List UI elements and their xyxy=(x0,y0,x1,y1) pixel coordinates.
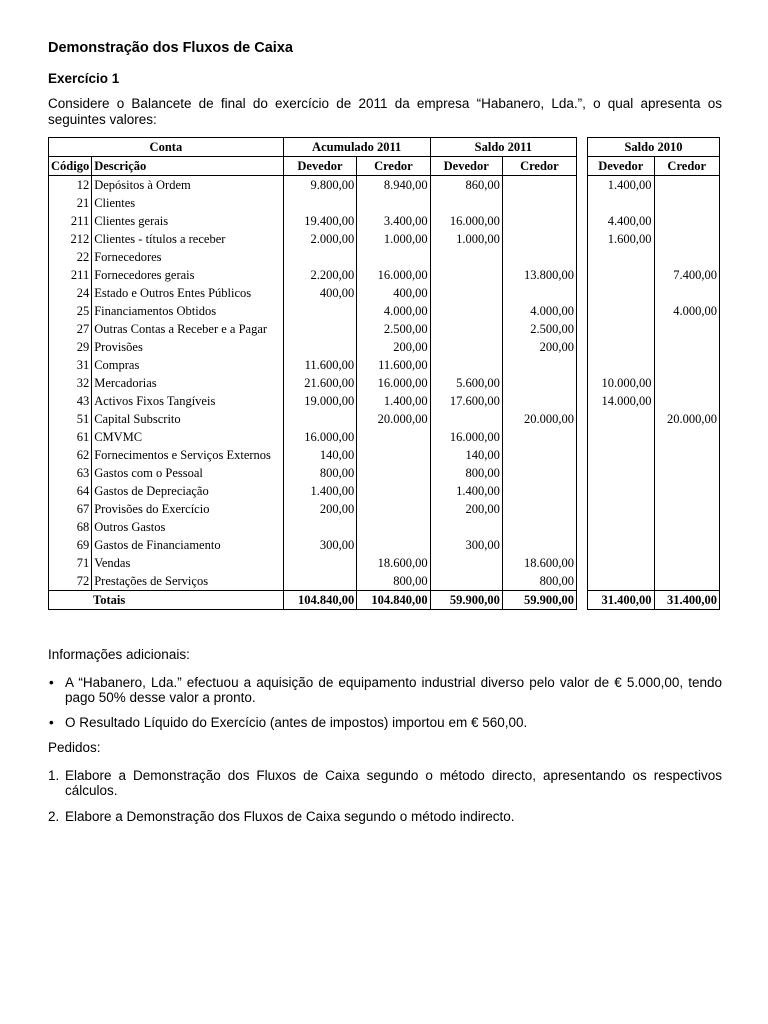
cell-codigo: 29 xyxy=(49,338,92,356)
header-saldo-2011: Saldo 2011 xyxy=(430,138,576,157)
cell-saldo-devedor: 16.000,00 xyxy=(430,212,502,230)
table-row xyxy=(49,482,577,500)
cell-descricao: Depósitos à Ordem xyxy=(92,176,284,195)
cell-prev-credor xyxy=(654,356,720,374)
cell-prev-credor xyxy=(654,428,720,446)
cell-acum-credor: 11.600,00 xyxy=(357,356,430,374)
table-row xyxy=(49,212,577,230)
cell-descricao: Clientes xyxy=(92,194,284,212)
cell-prev-devedor xyxy=(588,338,655,356)
cell-descricao: Financiamentos Obtidos xyxy=(92,302,284,320)
cell-saldo-devedor xyxy=(430,338,502,356)
cell-saldo-devedor: 1.000,00 xyxy=(430,230,502,248)
table-row xyxy=(49,500,577,518)
cell-prev-devedor xyxy=(588,284,655,302)
cell-codigo: 72 xyxy=(49,572,92,591)
cell-acum-credor: 20.000,00 xyxy=(357,410,430,428)
cell-acum-credor xyxy=(357,194,430,212)
table-row xyxy=(588,230,720,248)
cell-descricao: Prestações de Serviços xyxy=(92,572,284,591)
cell-acum-devedor: 2.200,00 xyxy=(283,266,356,284)
table-row xyxy=(49,536,577,554)
cell-prev-credor xyxy=(654,374,720,392)
totals-row xyxy=(49,591,577,610)
request-item xyxy=(48,768,722,798)
cell-codigo: 68 xyxy=(49,518,92,536)
cell-descricao: Gastos de Financiamento xyxy=(92,536,284,554)
cell-acum-credor: 8.940,00 xyxy=(357,176,430,195)
cell-acum-devedor xyxy=(283,194,356,212)
cell-codigo: 69 xyxy=(49,536,92,554)
cell-prev-devedor xyxy=(588,320,655,338)
intro-paragraph: Considere o Balancete de final do exercício de 2011 da empresa “Habanero, Lda.”, o qual apresenta os seguintes valores: xyxy=(48,96,722,127)
cell-descricao: Fornecedores xyxy=(92,248,284,266)
cell-prev-credor xyxy=(654,320,720,338)
cell-prev-credor xyxy=(654,392,720,410)
table-row xyxy=(49,230,577,248)
table-row xyxy=(49,572,577,591)
cell-codigo: 25 xyxy=(49,302,92,320)
cell-acum-devedor xyxy=(283,410,356,428)
cell-codigo: 12 xyxy=(49,176,92,195)
cell-prev-devedor: 1.600,00 xyxy=(588,230,655,248)
cell-prev-devedor xyxy=(588,410,655,428)
header-saldo-2010: Saldo 2010 xyxy=(588,138,720,157)
cell-prev-devedor xyxy=(588,572,655,591)
cell-codigo: 211 xyxy=(49,266,92,284)
cell-acum-credor: 16.000,00 xyxy=(357,374,430,392)
cell-acum-devedor: 300,00 xyxy=(283,536,356,554)
info-item: • O Resultado Líquido do Exercício (antes de impostos) importou em € 560,00. xyxy=(48,715,722,730)
table-row xyxy=(49,338,577,356)
total-acum-credor: 104.840,00 xyxy=(357,591,430,610)
table-row xyxy=(588,248,720,266)
cell-acum-credor xyxy=(357,518,430,536)
cell-codigo: 22 xyxy=(49,248,92,266)
cell-prev-credor xyxy=(654,230,720,248)
trial-balance xyxy=(48,137,722,631)
col-saldo-devedor: Devedor xyxy=(430,157,502,176)
cell-acum-credor xyxy=(357,536,430,554)
table-row xyxy=(49,266,577,284)
cell-prev-devedor xyxy=(588,464,655,482)
cell-saldo-credor xyxy=(502,428,576,446)
cell-acum-devedor xyxy=(283,302,356,320)
cell-acum-devedor: 140,00 xyxy=(283,446,356,464)
cell-prev-credor xyxy=(654,446,720,464)
request-text: Elabore a Demonstração dos Fluxos de Caixa segundo o método directo, apresentando os respectivos cálculos. xyxy=(65,768,722,798)
cell-saldo-devedor xyxy=(430,194,502,212)
cell-acum-devedor xyxy=(283,554,356,572)
cell-prev-devedor xyxy=(588,266,655,284)
cell-prev-credor: 4.000,00 xyxy=(673,304,717,318)
cell-saldo-credor: 4.000,00 xyxy=(530,304,574,318)
cell-descricao: Compras xyxy=(92,356,284,374)
table-row xyxy=(588,212,720,230)
cell-acum-devedor: 19.400,00 xyxy=(283,212,356,230)
table-row xyxy=(49,518,577,536)
balance-table-2011 xyxy=(48,137,577,610)
col-descricao: Descrição xyxy=(92,157,284,176)
cell-acum-credor xyxy=(357,428,430,446)
cell-acum-credor xyxy=(357,464,430,482)
requests-list xyxy=(48,768,722,824)
document-title: Demonstração dos Fluxos de Caixa xyxy=(48,40,293,56)
total-saldo-credor: 59.900,00 xyxy=(502,591,576,610)
cell-acum-credor: 3.400,00 xyxy=(357,212,430,230)
cell-codigo: 62 xyxy=(49,446,92,464)
cell-prev-credor xyxy=(654,536,720,554)
cell-acum-devedor: 11.600,00 xyxy=(283,356,356,374)
cell-prev-devedor xyxy=(588,446,655,464)
cell-prev-devedor xyxy=(588,500,655,518)
cell-saldo-credor xyxy=(502,176,576,195)
cell-acum-credor: 1.000,00 xyxy=(357,230,430,248)
cell-acum-devedor: 9.800,00 xyxy=(283,176,356,195)
cell-saldo-devedor xyxy=(430,248,502,266)
cell-descricao: Capital Subscrito xyxy=(92,410,284,428)
request-item xyxy=(48,809,722,824)
cell-prev-credor xyxy=(654,554,720,572)
cell-saldo-devedor: 5.600,00 xyxy=(430,374,502,392)
balance-table-2010 xyxy=(587,137,720,610)
table-row xyxy=(588,338,720,356)
cell-saldo-credor xyxy=(502,212,576,230)
cell-saldo-credor xyxy=(502,392,576,410)
cell-codigo: 51 xyxy=(49,410,92,428)
cell-acum-devedor: 800,00 xyxy=(283,464,356,482)
cell-codigo: 24 xyxy=(49,284,92,302)
cell-codigo: 31 xyxy=(49,356,92,374)
cell-descricao: Estado e Outros Entes Públicos xyxy=(92,284,284,302)
total-prev-devedor: 31.400,00 xyxy=(588,591,655,610)
cell-acum-credor: 800,00 xyxy=(357,572,430,591)
table-row xyxy=(49,554,577,572)
cell-prev-devedor: 1.400,00 xyxy=(588,176,655,195)
cell-acum-devedor: 21.600,00 xyxy=(283,374,356,392)
cell-prev-credor xyxy=(654,518,720,536)
table-row xyxy=(49,194,577,212)
col-saldo-credor: Credor xyxy=(502,157,576,176)
table-row xyxy=(588,500,720,518)
cell-prev-credor xyxy=(654,248,720,266)
cell-saldo-credor xyxy=(502,230,576,248)
table-row xyxy=(588,446,720,464)
cell-descricao: Outros Gastos xyxy=(92,518,284,536)
cell-prev-credor xyxy=(654,500,720,518)
cell-codigo: 71 xyxy=(49,554,92,572)
cell-prev-credor xyxy=(654,464,720,482)
cell-codigo: 61 xyxy=(49,428,92,446)
table-row xyxy=(49,392,577,410)
cell-saldo-devedor: 860,00 xyxy=(430,176,502,195)
cell-saldo-credor: 2.500,00 xyxy=(530,322,574,336)
cell-acum-credor xyxy=(357,446,430,464)
cell-codigo: 43 xyxy=(49,392,92,410)
cell-descricao: Provisões xyxy=(92,338,284,356)
cell-prev-credor: 7.400,00 xyxy=(673,268,717,282)
total-acum-devedor: 104.840,00 xyxy=(283,591,356,610)
cell-saldo-devedor xyxy=(430,356,502,374)
cell-acum-credor: 400,00 xyxy=(357,284,430,302)
cell-prev-credor xyxy=(654,338,720,356)
cell-saldo-devedor xyxy=(430,284,502,302)
table-row xyxy=(588,302,720,320)
table-row xyxy=(588,266,720,284)
cell-prev-credor xyxy=(654,176,720,195)
cell-saldo-devedor: 200,00 xyxy=(430,500,502,518)
table-row xyxy=(588,176,720,195)
table-row xyxy=(588,482,720,500)
cell-codigo: 27 xyxy=(49,320,92,338)
info-item: • A “Habanero, Lda.” efectuou a aquisição de equipamento industrial diverso pelo valor de € 5.000,00, tendo pago 50% desse valor a pronto. xyxy=(48,675,722,705)
cell-saldo-credor xyxy=(502,194,576,212)
totals-label: Totais xyxy=(49,591,284,610)
table-row xyxy=(49,320,577,338)
cell-saldo-devedor xyxy=(430,266,502,284)
cell-codigo: 212 xyxy=(49,230,92,248)
table-row xyxy=(49,176,577,195)
cell-acum-devedor: 200,00 xyxy=(283,500,356,518)
cell-saldo-credor: 20.000,00 xyxy=(524,412,574,426)
cell-saldo-devedor: 17.600,00 xyxy=(430,392,502,410)
cell-prev-devedor xyxy=(588,428,655,446)
cell-acum-devedor: 16.000,00 xyxy=(283,428,356,446)
cell-saldo-credor: 13.800,00 xyxy=(524,268,574,282)
cell-prev-devedor xyxy=(588,554,655,572)
cell-codigo: 21 xyxy=(49,194,92,212)
cell-acum-devedor xyxy=(283,248,356,266)
table-row xyxy=(49,464,577,482)
cell-prev-credor xyxy=(654,482,720,500)
header-conta: Conta xyxy=(49,138,284,157)
cell-saldo-credor xyxy=(502,284,576,302)
cell-saldo-credor xyxy=(502,500,576,518)
cell-codigo: 32 xyxy=(49,374,92,392)
cell-saldo-credor xyxy=(502,446,576,464)
cell-descricao: CMVMC xyxy=(92,428,284,446)
cell-saldo-devedor xyxy=(430,554,502,572)
cell-saldo-credor xyxy=(502,356,576,374)
balance-2010-body xyxy=(588,176,720,591)
cell-acum-devedor xyxy=(283,338,356,356)
cell-codigo: 67 xyxy=(49,500,92,518)
table-row xyxy=(588,572,720,591)
cell-acum-devedor xyxy=(283,572,356,591)
table-row xyxy=(49,302,577,320)
cell-prev-devedor xyxy=(588,482,655,500)
cell-prev-credor xyxy=(654,194,720,212)
cell-descricao: Gastos de Depreciação xyxy=(92,482,284,500)
request-text: Elabore a Demonstração dos Fluxos de Caixa segundo o método indirecto. xyxy=(65,809,515,824)
cell-saldo-credor: 800,00 xyxy=(539,574,574,588)
cell-codigo: 63 xyxy=(49,464,92,482)
cell-prev-devedor xyxy=(588,248,655,266)
cell-prev-devedor xyxy=(588,356,655,374)
cell-descricao: Outras Contas a Receber e a Pagar xyxy=(92,320,284,338)
cell-saldo-devedor xyxy=(430,320,502,338)
exercise-heading: Exercício 1 xyxy=(48,71,120,86)
col-prev-devedor: Devedor xyxy=(588,157,655,176)
balance-table-body xyxy=(49,176,577,591)
cell-descricao: Clientes gerais xyxy=(92,212,284,230)
cell-prev-devedor: 10.000,00 xyxy=(588,374,655,392)
cell-prev-credor: 20.000,00 xyxy=(667,412,717,426)
requests-heading: Pedidos: xyxy=(48,740,101,755)
cell-descricao: Fornecedores gerais xyxy=(92,266,284,284)
col-acum-devedor: Devedor xyxy=(283,157,356,176)
cell-acum-credor: 4.000,00 xyxy=(357,302,430,320)
total-prev-credor: 31.400,00 xyxy=(654,591,720,610)
cell-descricao: Clientes - títulos a receber xyxy=(92,230,284,248)
cell-saldo-credor: 18.600,00 xyxy=(524,556,574,570)
cell-prev-devedor xyxy=(588,518,655,536)
cell-acum-credor: 1.400,00 xyxy=(357,392,430,410)
table-row xyxy=(588,410,720,428)
cell-saldo-devedor xyxy=(430,410,502,428)
cell-descricao: Fornecimentos e Serviços Externos xyxy=(92,446,284,464)
cell-saldo-devedor xyxy=(430,518,502,536)
cell-acum-devedor: 19.000,00 xyxy=(283,392,356,410)
table-row xyxy=(588,428,720,446)
col-codigo: Código xyxy=(49,157,92,176)
cell-descricao: Activos Fixos Tangíveis xyxy=(92,392,284,410)
cell-acum-devedor xyxy=(283,518,356,536)
cell-codigo: 211 xyxy=(49,212,92,230)
table-row xyxy=(588,374,720,392)
header-acumulado-2011: Acumulado 2011 xyxy=(283,138,430,157)
cell-descricao: Vendas xyxy=(92,554,284,572)
cell-prev-devedor: 14.000,00 xyxy=(588,392,655,410)
cell-acum-credor: 200,00 xyxy=(357,338,430,356)
cell-prev-devedor xyxy=(588,194,655,212)
table-row xyxy=(49,410,577,428)
cell-saldo-devedor: 140,00 xyxy=(430,446,502,464)
table-row xyxy=(49,446,577,464)
cell-saldo-devedor: 300,00 xyxy=(430,536,502,554)
table-row xyxy=(588,536,720,554)
table-row xyxy=(588,392,720,410)
table-row xyxy=(49,248,577,266)
cell-descricao: Mercadorias xyxy=(92,374,284,392)
cell-saldo-credor xyxy=(502,374,576,392)
cell-acum-devedor: 400,00 xyxy=(283,284,356,302)
table-row xyxy=(49,356,577,374)
cell-acum-devedor: 2.000,00 xyxy=(283,230,356,248)
cell-saldo-credor xyxy=(502,518,576,536)
cell-saldo-credor xyxy=(502,536,576,554)
cell-prev-credor xyxy=(654,284,720,302)
cell-acum-credor xyxy=(357,482,430,500)
table-row xyxy=(588,554,720,572)
cell-acum-devedor: 1.400,00 xyxy=(283,482,356,500)
col-acum-credor: Credor xyxy=(357,157,430,176)
cell-saldo-devedor xyxy=(430,572,502,591)
cell-descricao: Gastos com o Pessoal xyxy=(92,464,284,482)
table-row xyxy=(588,356,720,374)
cell-prev-credor xyxy=(654,212,720,230)
table-row xyxy=(49,374,577,392)
col-prev-credor: Credor xyxy=(654,157,720,176)
cell-saldo-devedor: 16.000,00 xyxy=(430,428,502,446)
request-number: 2. xyxy=(48,809,60,824)
cell-acum-credor: 16.000,00 xyxy=(357,266,430,284)
document-page xyxy=(48,40,722,835)
cell-saldo-credor: 200,00 xyxy=(539,340,574,354)
cell-acum-credor: 18.600,00 xyxy=(357,554,430,572)
cell-saldo-devedor xyxy=(430,302,502,320)
cell-codigo: 64 xyxy=(49,482,92,500)
cell-prev-devedor: 4.400,00 xyxy=(588,212,655,230)
cell-acum-credor xyxy=(357,500,430,518)
cell-prev-devedor xyxy=(588,536,655,554)
cell-saldo-credor xyxy=(502,482,576,500)
table-row xyxy=(588,464,720,482)
table-row xyxy=(588,194,720,212)
cell-saldo-credor xyxy=(502,248,576,266)
table-row xyxy=(49,284,577,302)
cell-prev-credor xyxy=(654,572,720,591)
cell-saldo-devedor: 800,00 xyxy=(430,464,502,482)
cell-acum-devedor xyxy=(283,320,356,338)
info-list xyxy=(48,675,722,730)
cell-prev-devedor xyxy=(588,302,655,320)
cell-descricao: Provisões do Exercício xyxy=(92,500,284,518)
request-number: 1. xyxy=(48,768,60,783)
table-row xyxy=(588,284,720,302)
table-row xyxy=(588,518,720,536)
info-heading: Informações adicionais: xyxy=(48,647,190,662)
cell-saldo-credor xyxy=(502,464,576,482)
table-row xyxy=(49,428,577,446)
cell-saldo-devedor: 1.400,00 xyxy=(430,482,502,500)
cell-acum-credor: 2.500,00 xyxy=(357,320,430,338)
totals-row-2010 xyxy=(588,591,720,610)
cell-acum-credor xyxy=(357,248,430,266)
total-saldo-devedor: 59.900,00 xyxy=(430,591,502,610)
table-row xyxy=(588,320,720,338)
